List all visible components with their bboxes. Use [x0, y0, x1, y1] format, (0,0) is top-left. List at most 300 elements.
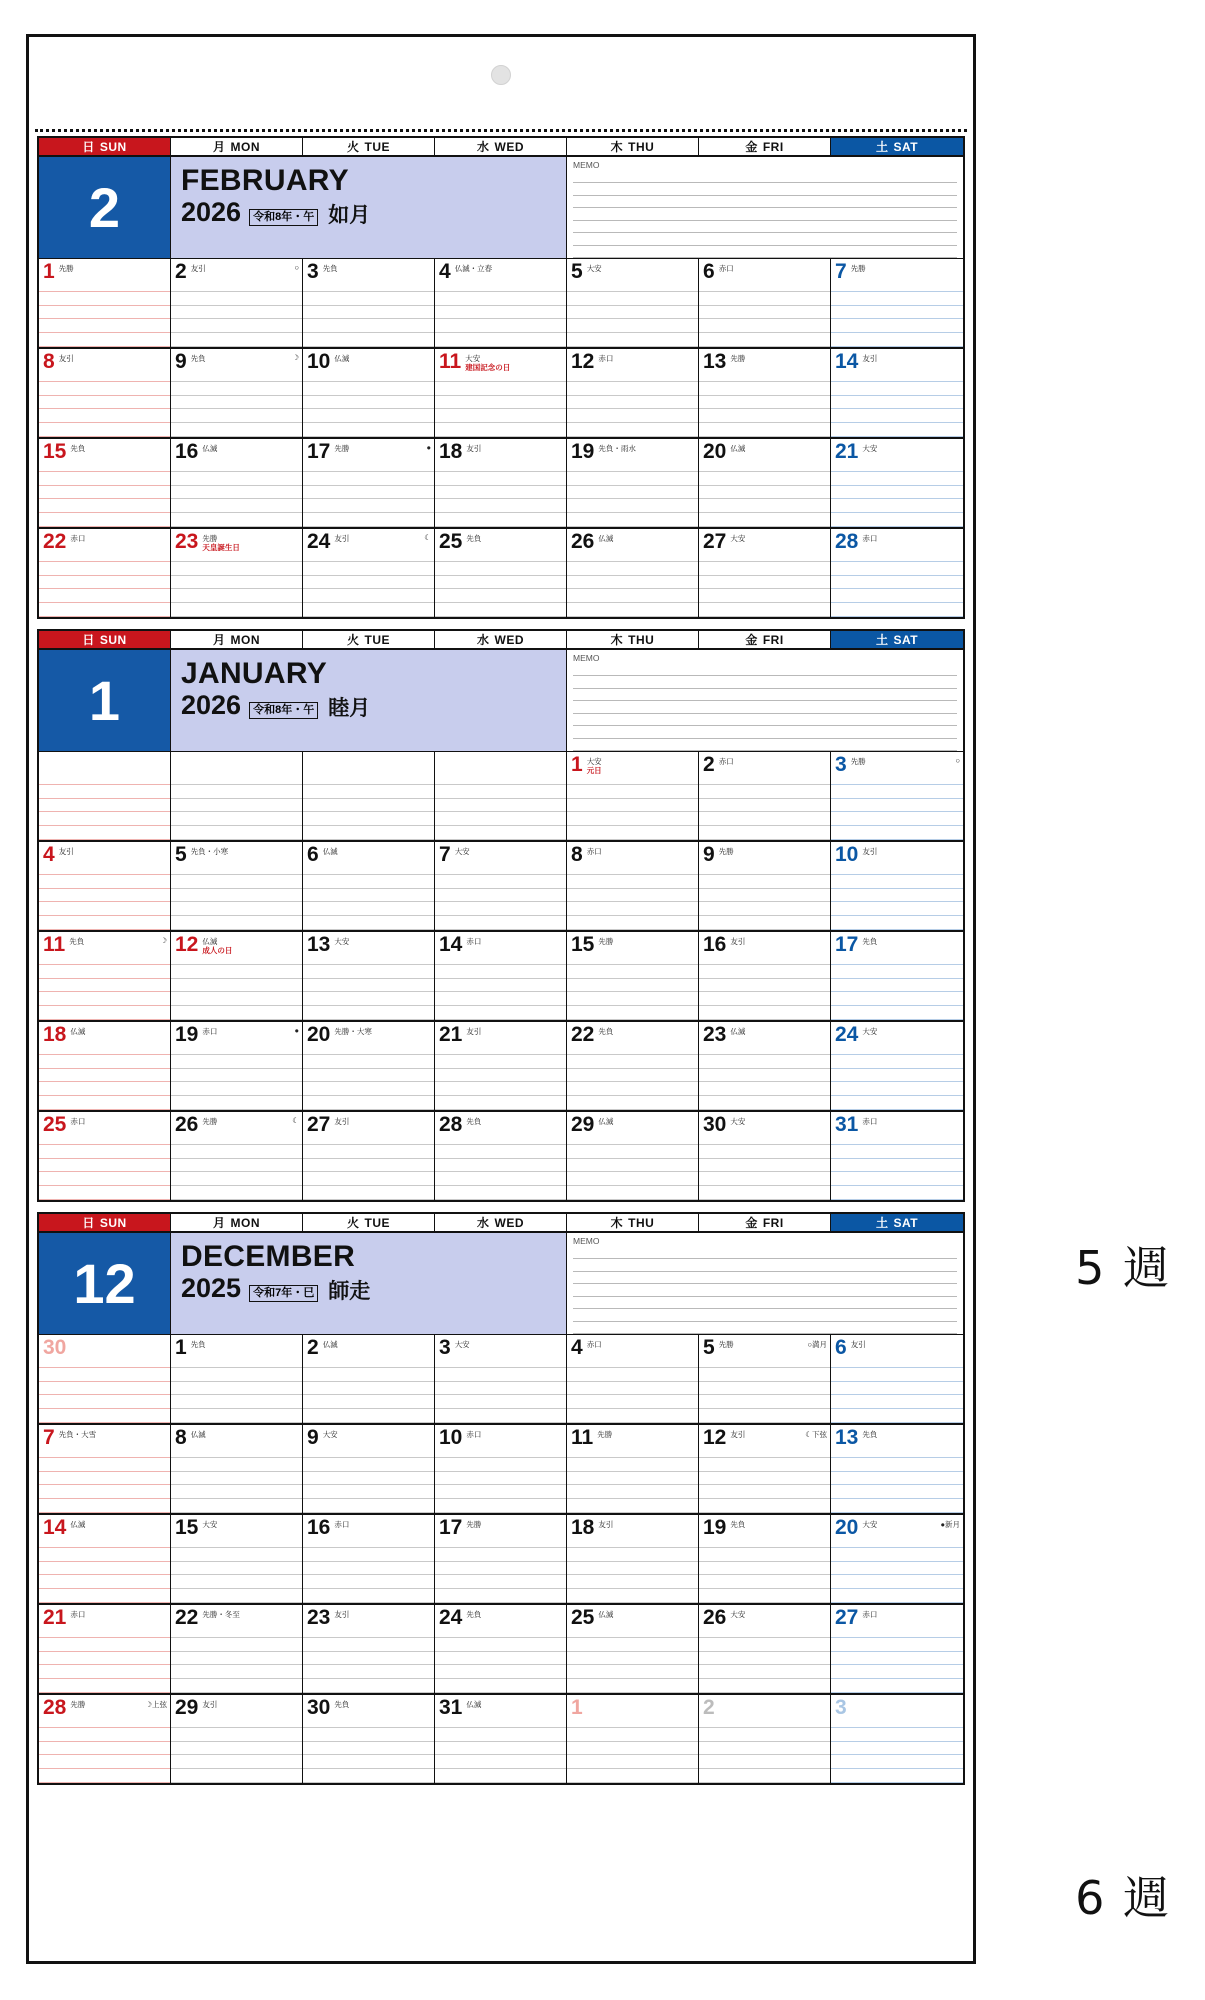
- day-cell[interactable]: [39, 752, 171, 840]
- writing-lines[interactable]: [171, 1444, 302, 1513]
- day-cell[interactable]: [831, 1695, 963, 1783]
- memo-line[interactable]: [573, 1322, 957, 1335]
- writing-lines[interactable]: [39, 368, 170, 437]
- day-cell[interactable]: [435, 349, 567, 437]
- day-cell[interactable]: [39, 529, 171, 617]
- memo-line[interactable]: [573, 701, 957, 714]
- writing-lines[interactable]: [567, 1534, 698, 1603]
- writing-lines[interactable]: [303, 1041, 434, 1110]
- weekday-thu: [567, 1214, 699, 1233]
- writing-lines[interactable]: [39, 458, 170, 527]
- day-cell[interactable]: [567, 529, 699, 617]
- writing-lines[interactable]: [435, 1041, 566, 1110]
- writing-lines[interactable]: [699, 368, 830, 437]
- writing-lines[interactable]: [39, 861, 170, 930]
- writing-line: [39, 799, 170, 813]
- day-cell[interactable]: [699, 1515, 831, 1603]
- day-cell[interactable]: [567, 1425, 699, 1513]
- day-cell[interactable]: [39, 1425, 171, 1513]
- writing-lines[interactable]: [699, 278, 830, 347]
- memo-line[interactable]: [573, 714, 957, 727]
- writing-lines[interactable]: [303, 1714, 434, 1783]
- writing-line: [435, 1096, 566, 1110]
- writing-lines[interactable]: [171, 1624, 302, 1693]
- writing-lines[interactable]: [435, 1131, 566, 1200]
- day-cell[interactable]: [39, 1112, 171, 1200]
- writing-line: [435, 562, 566, 576]
- writing-lines[interactable]: [831, 1714, 963, 1783]
- day-cell[interactable]: [39, 439, 171, 527]
- day-cell[interactable]: [567, 1695, 699, 1783]
- day-cell[interactable]: [303, 1335, 435, 1423]
- memo-line[interactable]: [573, 676, 957, 689]
- writing-lines[interactable]: [171, 458, 302, 527]
- day-cell[interactable]: [171, 1335, 303, 1423]
- writing-lines[interactable]: [699, 1131, 830, 1200]
- memo-line[interactable]: [573, 726, 957, 739]
- writing-line: [567, 1096, 698, 1110]
- day-number: 15: [175, 1516, 199, 1539]
- memo-line[interactable]: [573, 1259, 957, 1272]
- writing-lines[interactable]: [567, 548, 698, 617]
- memo-line[interactable]: [573, 233, 957, 246]
- writing-line: [567, 278, 698, 292]
- writing-lines[interactable]: [567, 458, 698, 527]
- day-cell[interactable]: [699, 1605, 831, 1693]
- day-annotations: 友引: [730, 937, 746, 946]
- writing-lines[interactable]: [435, 458, 566, 527]
- day-cell[interactable]: [435, 932, 567, 1020]
- writing-line: [303, 1006, 434, 1020]
- writing-lines[interactable]: [303, 548, 434, 617]
- day-cell[interactable]: [171, 1022, 303, 1110]
- writing-line: [567, 1041, 698, 1055]
- writing-lines[interactable]: [171, 278, 302, 347]
- writing-lines[interactable]: [39, 278, 170, 347]
- day-annotations: 先負: [862, 1430, 878, 1439]
- writing-lines[interactable]: [831, 1041, 963, 1110]
- writing-lines[interactable]: [567, 1714, 698, 1783]
- writing-lines[interactable]: [171, 1534, 302, 1603]
- day-cell[interactable]: [303, 1515, 435, 1603]
- writing-line: [435, 826, 566, 840]
- writing-line: [699, 1742, 830, 1756]
- writing-lines[interactable]: [435, 368, 566, 437]
- writing-lines[interactable]: [39, 771, 170, 840]
- writing-lines[interactable]: [831, 861, 963, 930]
- writing-line: [39, 992, 170, 1006]
- writing-line: [171, 292, 302, 306]
- memo-line[interactable]: [573, 171, 957, 184]
- writing-line: [39, 1096, 170, 1110]
- day-cell[interactable]: [303, 439, 435, 527]
- writing-lines[interactable]: [171, 548, 302, 617]
- writing-lines[interactable]: [303, 1444, 434, 1513]
- memo-line[interactable]: [573, 739, 957, 752]
- day-annotations: 大安: [334, 937, 350, 946]
- day-cell[interactable]: [171, 1695, 303, 1783]
- writing-line: [831, 1769, 963, 1783]
- memo-area[interactable]: [567, 650, 963, 751]
- writing-lines[interactable]: [435, 771, 566, 840]
- day-cell[interactable]: [831, 842, 963, 930]
- day-cell[interactable]: [699, 1425, 831, 1513]
- writing-lines[interactable]: [831, 1354, 963, 1423]
- memo-line[interactable]: [573, 664, 957, 677]
- writing-lines[interactable]: [39, 951, 170, 1020]
- day-cell[interactable]: [435, 1695, 567, 1783]
- writing-lines[interactable]: [567, 951, 698, 1020]
- writing-line: [435, 1186, 566, 1200]
- day-cell[interactable]: [303, 259, 435, 347]
- day-annotations: [443, 754, 563, 757]
- writing-line: [831, 1082, 963, 1096]
- day-cell[interactable]: [39, 932, 171, 1020]
- writing-line: [303, 292, 434, 306]
- day-cell[interactable]: [39, 349, 171, 437]
- day-annotations: 先負: [70, 444, 86, 453]
- memo-line[interactable]: [573, 208, 957, 221]
- day-cell[interactable]: [435, 1335, 567, 1423]
- writing-line: [39, 409, 170, 423]
- writing-lines[interactable]: [699, 1041, 830, 1110]
- writing-lines[interactable]: [831, 548, 963, 617]
- day-cell[interactable]: [567, 1605, 699, 1693]
- day-annotations: 先負: [334, 1700, 350, 1709]
- writing-lines[interactable]: [303, 1354, 434, 1423]
- day-cell[interactable]: [699, 1335, 831, 1423]
- day-number: 3: [307, 260, 319, 283]
- day-cell[interactable]: [699, 842, 831, 930]
- day-cell[interactable]: [699, 932, 831, 1020]
- writing-line: [171, 486, 302, 500]
- day-number: 21: [43, 1606, 67, 1629]
- writing-lines[interactable]: [171, 1131, 302, 1200]
- day-cell[interactable]: [171, 1425, 303, 1513]
- writing-lines[interactable]: [699, 1624, 830, 1693]
- writing-line: [39, 1575, 170, 1589]
- day-cell[interactable]: [831, 349, 963, 437]
- day-cell[interactable]: [699, 752, 831, 840]
- day-cell[interactable]: [435, 1425, 567, 1513]
- day-cell[interactable]: [699, 349, 831, 437]
- day-cell[interactable]: [831, 1425, 963, 1513]
- day-annotations: 大安: [586, 264, 602, 273]
- memo-line[interactable]: [573, 221, 957, 234]
- day-cell[interactable]: [39, 1695, 171, 1783]
- day-cell[interactable]: [303, 932, 435, 1020]
- day-cell[interactable]: [435, 1515, 567, 1603]
- day-cell[interactable]: [831, 1112, 963, 1200]
- writing-line: [171, 1096, 302, 1110]
- writing-lines[interactable]: [39, 1131, 170, 1200]
- day-cell[interactable]: [831, 932, 963, 1020]
- memo-line[interactable]: [573, 246, 957, 259]
- writing-lines[interactable]: [699, 1714, 830, 1783]
- day-cell[interactable]: [171, 1112, 303, 1200]
- writing-lines[interactable]: [303, 278, 434, 347]
- day-cell[interactable]: [171, 529, 303, 617]
- writing-line: [171, 1082, 302, 1096]
- memo-line[interactable]: [573, 1297, 957, 1310]
- writing-lines[interactable]: [831, 951, 963, 1020]
- writing-lines[interactable]: [435, 951, 566, 1020]
- day-number: 23: [703, 1023, 727, 1046]
- day-annotations: 仏滅: [730, 1027, 746, 1036]
- day-annotations: 友引: [862, 354, 878, 363]
- writing-lines[interactable]: [699, 458, 830, 527]
- writing-line: [303, 951, 434, 965]
- writing-line: [831, 1652, 963, 1666]
- day-cell[interactable]: [435, 842, 567, 930]
- weekday-tue: [303, 138, 435, 157]
- writing-lines[interactable]: [171, 771, 302, 840]
- day-cell[interactable]: [831, 439, 963, 527]
- day-cell[interactable]: [699, 529, 831, 617]
- writing-line: [699, 992, 830, 1006]
- writing-lines[interactable]: [699, 1354, 830, 1423]
- writing-line: [831, 292, 963, 306]
- day-cell[interactable]: [303, 1695, 435, 1783]
- day-cell[interactable]: [567, 1112, 699, 1200]
- writing-line: [171, 1499, 302, 1513]
- writing-lines[interactable]: [567, 771, 698, 840]
- writing-lines[interactable]: [435, 1354, 566, 1423]
- writing-lines[interactable]: [303, 771, 434, 840]
- day-cell[interactable]: [435, 439, 567, 527]
- day-cell[interactable]: [435, 752, 567, 840]
- writing-lines[interactable]: [303, 861, 434, 930]
- writing-line: [831, 1395, 963, 1409]
- memo-area[interactable]: [567, 157, 963, 258]
- writing-lines[interactable]: [831, 771, 963, 840]
- day-cell[interactable]: [567, 752, 699, 840]
- day-cell[interactable]: [303, 1425, 435, 1513]
- day-cell[interactable]: [39, 1022, 171, 1110]
- writing-lines[interactable]: [39, 1534, 170, 1603]
- writing-lines[interactable]: [171, 1354, 302, 1423]
- day-cell[interactable]: [303, 1605, 435, 1693]
- writing-lines[interactable]: [567, 1131, 698, 1200]
- memo-line[interactable]: [573, 196, 957, 209]
- writing-lines[interactable]: [831, 1534, 963, 1603]
- day-cell[interactable]: [699, 1022, 831, 1110]
- writing-line: [39, 396, 170, 410]
- writing-line: [567, 861, 698, 875]
- day-cell[interactable]: [567, 932, 699, 1020]
- writing-lines[interactable]: [171, 951, 302, 1020]
- day-cell[interactable]: [435, 1112, 567, 1200]
- writing-line: [303, 1382, 434, 1396]
- writing-lines[interactable]: [39, 1354, 170, 1423]
- memo-line[interactable]: [573, 1284, 957, 1297]
- day-cell[interactable]: [831, 1515, 963, 1603]
- day-cell[interactable]: [831, 529, 963, 617]
- day-annotations: 先勝: [730, 354, 746, 363]
- writing-lines[interactable]: [567, 368, 698, 437]
- writing-line: [171, 368, 302, 382]
- writing-line: [39, 292, 170, 306]
- writing-lines[interactable]: [435, 548, 566, 617]
- memo-line[interactable]: [573, 689, 957, 702]
- day-cell[interactable]: [567, 349, 699, 437]
- writing-line: [699, 1041, 830, 1055]
- memo-line[interactable]: [573, 1247, 957, 1260]
- writing-lines[interactable]: [831, 1444, 963, 1513]
- day-cell[interactable]: [39, 1335, 171, 1423]
- day-cell[interactable]: [831, 1022, 963, 1110]
- writing-lines[interactable]: [567, 1624, 698, 1693]
- day-cell[interactable]: [39, 1515, 171, 1603]
- writing-line: [303, 1354, 434, 1368]
- memo-line[interactable]: [573, 183, 957, 196]
- writing-lines[interactable]: [699, 1534, 830, 1603]
- day-cell[interactable]: [39, 259, 171, 347]
- day-cell[interactable]: [171, 1515, 303, 1603]
- writing-lines[interactable]: [171, 1041, 302, 1110]
- day-cell[interactable]: [171, 259, 303, 347]
- writing-lines[interactable]: [567, 861, 698, 930]
- writing-lines[interactable]: [831, 368, 963, 437]
- writing-lines[interactable]: [39, 1714, 170, 1783]
- writing-lines[interactable]: [435, 1534, 566, 1603]
- day-number: 1: [43, 260, 55, 283]
- day-number: 28: [835, 530, 859, 553]
- day-number: 30: [703, 1113, 727, 1136]
- day-cell[interactable]: [567, 842, 699, 930]
- writing-lines[interactable]: [303, 368, 434, 437]
- day-cell[interactable]: [303, 842, 435, 930]
- day-number: 10: [835, 843, 859, 866]
- writing-lines[interactable]: [831, 1624, 963, 1693]
- writing-lines[interactable]: [303, 1624, 434, 1693]
- writing-lines[interactable]: [435, 1714, 566, 1783]
- day-cell[interactable]: [303, 349, 435, 437]
- writing-line: [39, 1562, 170, 1576]
- memo-area[interactable]: [567, 1233, 963, 1334]
- writing-line: [567, 771, 698, 785]
- writing-lines[interactable]: [831, 1131, 963, 1200]
- weekday-kanji: 日: [82, 633, 95, 647]
- writing-lines[interactable]: [699, 548, 830, 617]
- writing-lines[interactable]: [567, 278, 698, 347]
- day-number: 14: [835, 350, 859, 373]
- writing-lines[interactable]: [699, 1444, 830, 1513]
- day-cell[interactable]: [831, 752, 963, 840]
- day-cell[interactable]: [303, 529, 435, 617]
- holiday-label: 成人の日: [202, 946, 233, 956]
- day-cell[interactable]: [699, 259, 831, 347]
- writing-lines[interactable]: [39, 548, 170, 617]
- writing-line: [39, 1714, 170, 1728]
- day-cell[interactable]: [831, 1605, 963, 1693]
- writing-lines[interactable]: [567, 1354, 698, 1423]
- day-number: 19: [703, 1516, 727, 1539]
- day-cell[interactable]: [699, 1112, 831, 1200]
- day-cell[interactable]: [39, 1605, 171, 1693]
- day-cell[interactable]: [171, 349, 303, 437]
- day-annotations: 赤口: [718, 264, 734, 273]
- day-cell[interactable]: [567, 1335, 699, 1423]
- writing-line: [699, 889, 830, 903]
- writing-lines[interactable]: [435, 278, 566, 347]
- writing-lines[interactable]: [39, 1444, 170, 1513]
- writing-lines[interactable]: [567, 1041, 698, 1110]
- writing-lines[interactable]: [831, 278, 963, 347]
- day-cell[interactable]: [435, 529, 567, 617]
- writing-line: [435, 771, 566, 785]
- writing-lines[interactable]: [303, 1131, 434, 1200]
- day-cell[interactable]: [831, 259, 963, 347]
- writing-line: [171, 1624, 302, 1638]
- writing-line: [567, 1679, 698, 1693]
- day-cell[interactable]: [831, 1335, 963, 1423]
- writing-lines[interactable]: [435, 1624, 566, 1693]
- day-cell[interactable]: [435, 259, 567, 347]
- memo-line[interactable]: [573, 1309, 957, 1322]
- writing-lines[interactable]: [831, 458, 963, 527]
- day-annotations: 先勝: [597, 1430, 613, 1439]
- day-cell[interactable]: [171, 752, 303, 840]
- writing-lines[interactable]: [303, 458, 434, 527]
- day-number: 12: [703, 1426, 727, 1449]
- writing-line: [303, 1589, 434, 1603]
- day-cell[interactable]: [171, 932, 303, 1020]
- day-cell[interactable]: [171, 842, 303, 930]
- weekday-kanji: 日: [82, 140, 95, 154]
- writing-lines[interactable]: [303, 951, 434, 1020]
- day-cell[interactable]: [567, 1022, 699, 1110]
- writing-lines[interactable]: [435, 861, 566, 930]
- writing-lines[interactable]: [435, 1444, 566, 1513]
- day-cell[interactable]: [39, 842, 171, 930]
- writing-line: [435, 1354, 566, 1368]
- day-cell[interactable]: [171, 439, 303, 527]
- day-cell[interactable]: [303, 1022, 435, 1110]
- day-cell[interactable]: [567, 1515, 699, 1603]
- day-cell[interactable]: [699, 1695, 831, 1783]
- day-cell[interactable]: [435, 1022, 567, 1110]
- writing-lines[interactable]: [699, 771, 830, 840]
- day-annotations: 大安: [862, 1520, 878, 1529]
- writing-lines[interactable]: [699, 861, 830, 930]
- writing-line: [303, 1485, 434, 1499]
- writing-lines[interactable]: [699, 951, 830, 1020]
- day-cell[interactable]: [303, 1112, 435, 1200]
- writing-lines[interactable]: [39, 1041, 170, 1110]
- writing-line: [303, 306, 434, 320]
- writing-line: [171, 306, 302, 320]
- writing-line: [171, 1742, 302, 1756]
- writing-lines[interactable]: [567, 1444, 698, 1513]
- writing-lines[interactable]: [171, 368, 302, 437]
- day-cell[interactable]: [303, 752, 435, 840]
- day-annotations: 仏滅: [598, 1610, 614, 1619]
- memo-line[interactable]: [573, 1272, 957, 1285]
- weekday-fri: [699, 1214, 831, 1233]
- writing-line: [171, 1472, 302, 1486]
- writing-lines[interactable]: [39, 1624, 170, 1693]
- writing-lines[interactable]: [303, 1534, 434, 1603]
- writing-line: [831, 278, 963, 292]
- day-cell[interactable]: [435, 1605, 567, 1693]
- writing-lines[interactable]: [171, 861, 302, 930]
- day-cell[interactable]: [171, 1605, 303, 1693]
- writing-lines[interactable]: [171, 1714, 302, 1783]
- day-cell[interactable]: [567, 259, 699, 347]
- day-cell[interactable]: [567, 439, 699, 527]
- day-cell[interactable]: [699, 439, 831, 527]
